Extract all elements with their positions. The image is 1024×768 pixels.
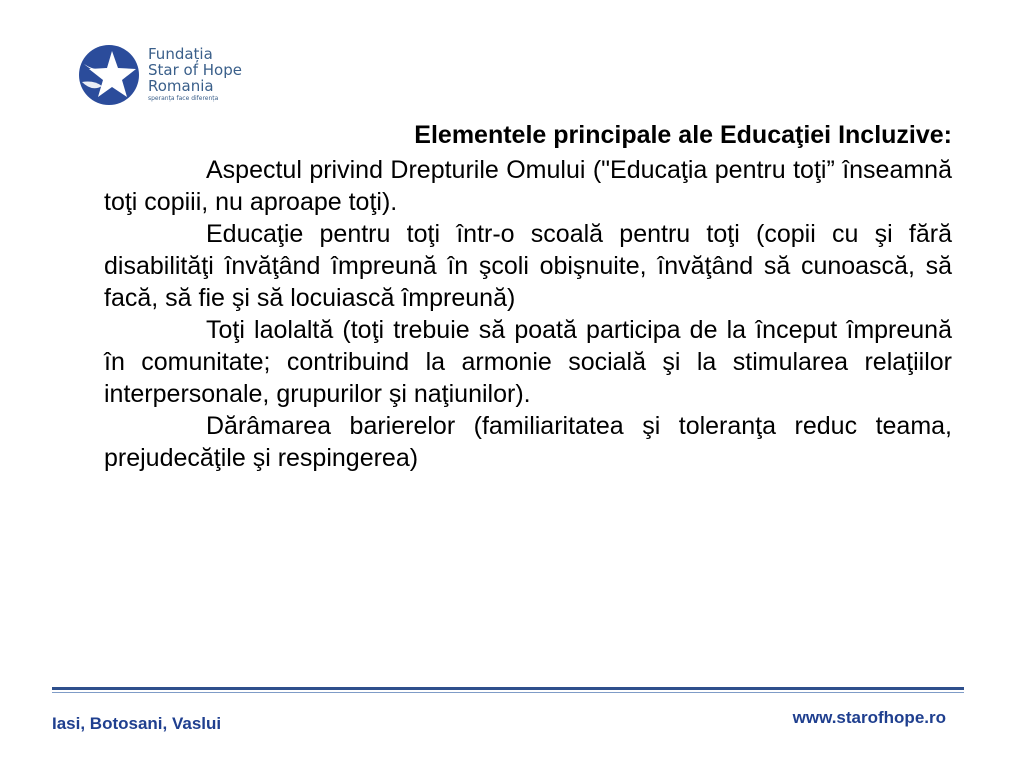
logo-line-fundatia: Fundația [148, 45, 213, 63]
footer-locations: Iasi, Botosani, Vaslui [52, 714, 222, 733]
paragraph-all-together: Toţi laolaltă (toţi trebuie să poată participa de la început împreună în comunitate; contribuind la armonie socială şi la stimularea relaţiilor interpersonale, grupurilor şi naţiunilor). [104, 316, 952, 408]
slide-content [104, 120, 952, 474]
footer-divider-thin [52, 692, 964, 693]
star-of-hope-logo [76, 42, 246, 110]
paragraph-human-rights: Aspectul privind Drepturile Omului ("Educaţia pentru toţi” înseamnă toţi copiii, nu aproape toţi). [104, 156, 952, 216]
star-logo-icon [76, 42, 142, 108]
footer-website-link[interactable]: www.starofhope.ro [792, 708, 946, 727]
slide-heading: Elementele principale ale Educaţiei Incluzive: [414, 121, 952, 149]
logo-tagline: speranța face diferența [148, 95, 219, 102]
footer-divider [52, 687, 964, 690]
paragraph-education-for-all: Educaţie pentru toţi într-o scoală pentru toţi (copii cu şi fără disabilităţi învăţând împreună în şcoli obişnuite, învăţând să cunoască, să facă, să fie şi să locuiască împreună) [104, 220, 952, 312]
logo-line-romania: Romania [148, 77, 214, 95]
paragraph-breaking-barriers: Dărâmarea barierelor (familiaritatea şi toleranţa reduc teama, prejudecăţile şi respingerea) [104, 412, 952, 472]
logo-line-star-of-hope: Star of Hope [148, 61, 242, 79]
